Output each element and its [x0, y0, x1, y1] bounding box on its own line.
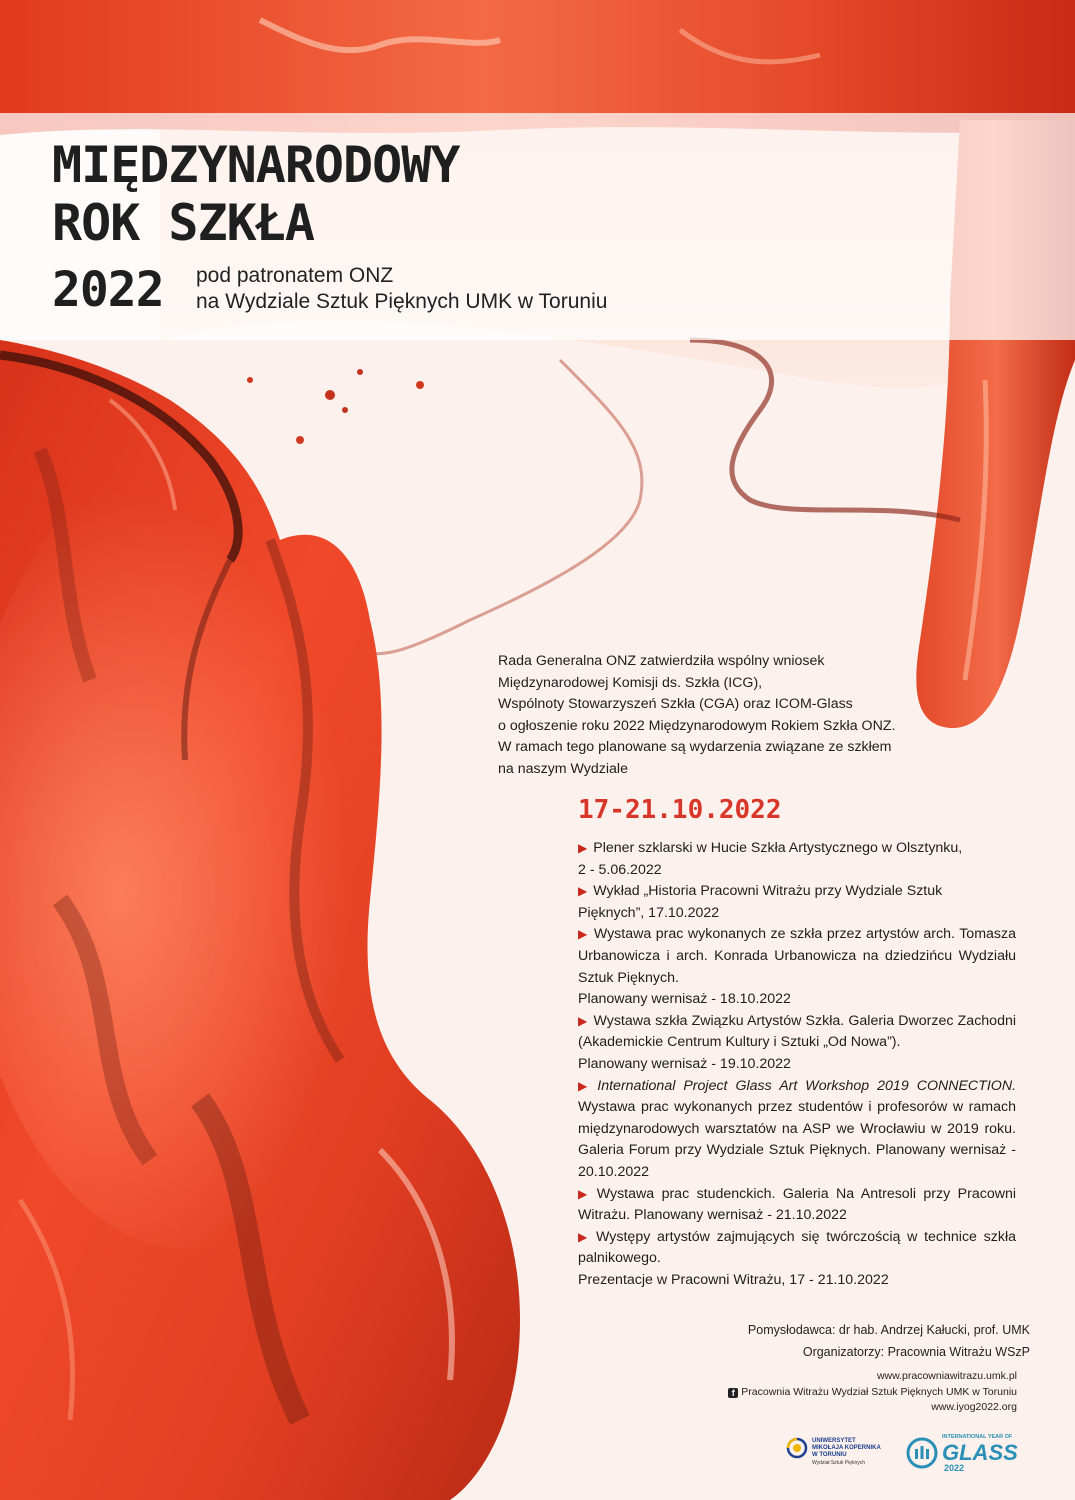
umk-faculty: Wydział Sztuk Pięknych — [812, 1460, 866, 1466]
event-text: Wystawa szkła Związku Artystów Szkła. Galeria Dworzec Zachodni (Akademickie Centrum Kultury i Sztuki „Od Nowa”). — [578, 1012, 1016, 1051]
triangle-bullet-icon: ▶ — [578, 1078, 592, 1093]
intro-line: Rada Generalna ONZ zatwierdziła wspólny wniosek — [498, 653, 825, 669]
subtitle-faculty: na Wydziale Sztuk Pięknych UMK w Toruniu — [196, 290, 608, 313]
event-text: Wykład „Historia Pracowni Witrażu przy Wydziale Sztuk — [593, 883, 943, 900]
credits — [748, 1319, 1030, 1363]
list-item — [578, 881, 1016, 924]
author-credit: Pomysłodawca: dr hab. Andrzej Kałucki, prof. UMK — [747, 1323, 1030, 1337]
event-tail: Planowany wernisaż - 18.10.2022 — [578, 991, 791, 1008]
facebook-label: Pracownia Witrażu Wydział Sztuk Pięknych UMK w Toruniu — [741, 1385, 1017, 1398]
organizers-credit: Organizatorzy: Pracownia Witrażu WSzP — [802, 1345, 1030, 1359]
triangle-bullet-icon: ▶ — [578, 1229, 591, 1244]
list-item — [578, 924, 1016, 1010]
list-item — [578, 1011, 1016, 1076]
event-tail: Prezentacje w Pracowni Witrażu, 17 - 21.10.2022 — [578, 1271, 889, 1288]
event-tail: Pięknych”, 17.10.2022 — [578, 904, 720, 921]
intro-line: W ramach tego planowane są wydarzenia związane ze szkłem — [498, 739, 892, 756]
intro-line: na naszym Wydziale — [498, 760, 628, 777]
umk-logo — [785, 1432, 895, 1472]
title-line-2: ROK SZKŁA — [52, 194, 314, 252]
umk-line-3: W TORUNIU — [812, 1452, 847, 1458]
intro-paragraph — [498, 651, 968, 781]
title-line-1: MIĘDZYNARODOWY — [52, 136, 460, 194]
intro-line: Międzynarodowej Komisji ds. Szkła (ICG), — [498, 674, 763, 691]
iyog-year: 2022 — [944, 1463, 965, 1473]
list-item — [578, 1184, 1016, 1227]
event-text: Wystawa prac studenckich. Galeria Na Antresoli przy Pracowni Witrażu. Planowany wernisaż - 21.10.2022 — [578, 1185, 1016, 1224]
triangle-bullet-icon: ▶ — [578, 1013, 588, 1028]
event-text: Występy artystów zajmujących się twórczością w technice szkła palnikowego. — [578, 1228, 1016, 1267]
event-text: Wystawa prac wykonanych ze szkła przez artystów arch. Tomasza Urbanowicza i arch. Konrada Urbanowicza na dziedzińcu Wydziału Sztuk Pięknych. — [578, 926, 1016, 986]
list-item — [578, 1076, 1016, 1184]
triangle-bullet-icon: ▶ — [578, 841, 588, 855]
facebook-link[interactable] — [728, 1385, 1017, 1401]
event-text: Plener szklarski w Hucie Szkła Artystycznego w Olsztynku, — [593, 840, 963, 856]
iyog-word: GLASS — [942, 1440, 1018, 1465]
links — [728, 1369, 1017, 1416]
intro-line: Wspólnoty Stowarzyszeń Szkła (CGA) oraz ICOM-Glass — [498, 696, 853, 713]
event-italic-title: International Project Glass Art Workshop 2019 CONNECTION. — [597, 1077, 1017, 1094]
website-link[interactable]: www.pracowniawitrazu.umk.pl — [876, 1370, 1017, 1382]
event-tail: Planowany wernisaż - 19.10.2022 — [578, 1055, 791, 1072]
title-year: 2022 — [52, 262, 164, 318]
iyog-top: INTERNATIONAL YEAR OF — [942, 1434, 1013, 1440]
events-list — [578, 838, 1016, 1291]
triangle-bullet-icon: ▶ — [578, 1186, 591, 1201]
event-tail: 2 - 5.06.2022 — [578, 861, 662, 878]
list-item — [578, 838, 1016, 881]
umk-line-2: MIKOŁAJA KOPERNIKA — [812, 1445, 881, 1451]
intro-line: o ogłoszenie roku 2022 Międzynarodowym Rokiem Szkła ONZ. — [498, 717, 896, 734]
list-item — [578, 1227, 1016, 1292]
triangle-bullet-icon: ▶ — [578, 927, 588, 942]
triangle-bullet-icon: ▶ — [578, 884, 588, 899]
iyog-glass-logo — [906, 1428, 1028, 1476]
subtitle-patronage: pod patronatem ONZ — [196, 264, 394, 287]
event-date: 17-21.10.2022 — [578, 795, 782, 825]
iyog-link[interactable]: www.iyog2022.org — [931, 1401, 1017, 1413]
event-text: Wystawa prac wykonanych przez studentów i profesorów w ramach międzynarodowych warsztatów na ASP we Wrocławiu w 2019 roku. Galeria Forum przy Wydziale Sztuk Pięknych. Planowany wernisaż - 20.10.2022 — [578, 1099, 1016, 1180]
facebook-icon: f — [728, 1388, 738, 1398]
umk-line-1: UNIWERSYTET — [812, 1438, 856, 1444]
